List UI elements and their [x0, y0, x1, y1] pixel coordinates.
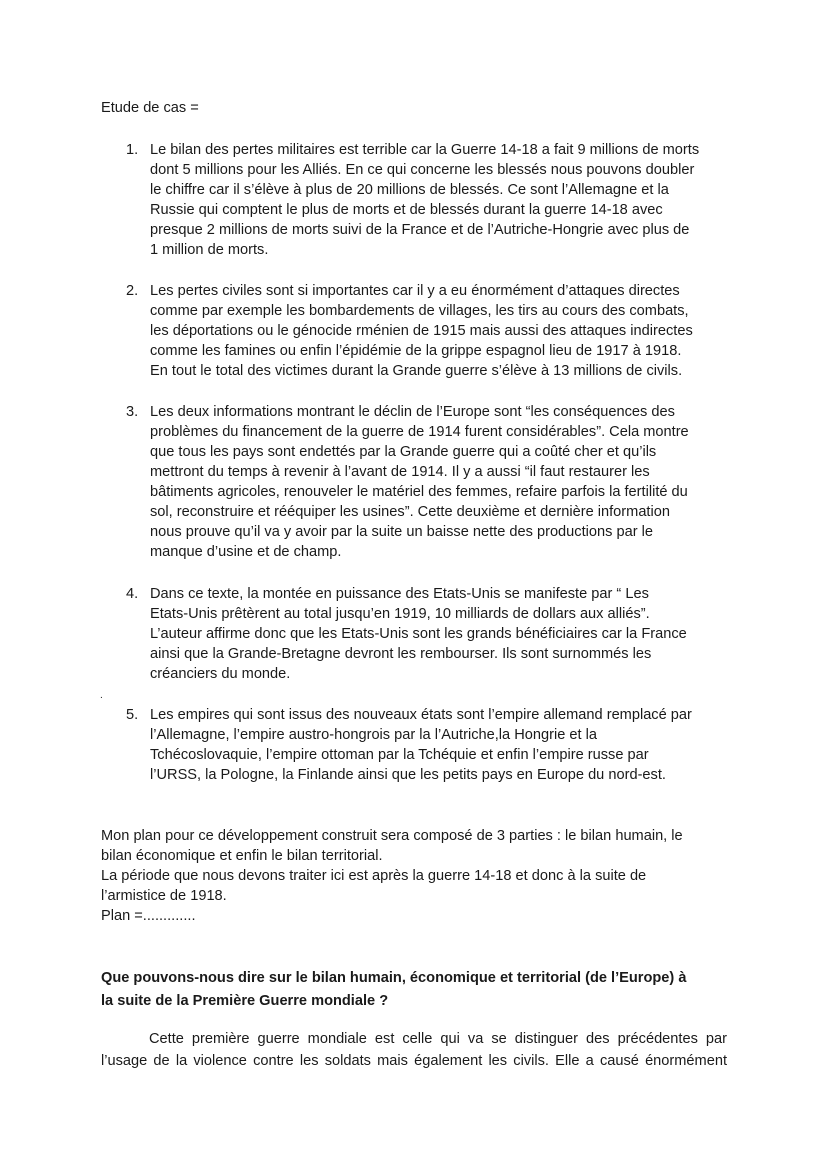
list-line: bâtiments agricoles, renouveler le matériel des femmes, refaire parfois la fertilité du: [150, 484, 688, 500]
list-line: manque d’usine et de champ.: [150, 544, 342, 560]
list-line: que tous les pays sont endettés par la Grande guerre qui a coûté cher et qu’ils: [150, 444, 657, 460]
paragraph-line: Cette première guerre mondiale est celle qui va se distinguer des précédentes par: [149, 1031, 727, 1047]
list-line: Le bilan des pertes militaires est terrible car la Guerre 14-18 a fait 9 millions de morts: [150, 142, 700, 158]
list-number: 1.: [126, 142, 139, 158]
list-line: le chiffre car il s’élève à plus de 20 millions de blessés. Ce sont l’Allemagne et la: [150, 182, 669, 198]
list-line: Dans ce texte, la montée en puissance des Etats-Unis se manifeste par “ Les: [150, 586, 649, 602]
paragraph-line: l’usage de la violence contre les soldats mais également les civils. Elle a causé énormément: [101, 1053, 727, 1069]
list-line: les déportations ou le génocide rménien de 1915 mais aussi des attaques indirectes: [150, 323, 693, 339]
list-line: comme par exemple les bombardements de villages, les tirs au cours des combats,: [150, 303, 689, 319]
list-number: 2.: [126, 283, 139, 299]
list-number: 3.: [126, 404, 139, 420]
list-line: Les deux informations montrant le déclin de l’Europe sont “les conséquences des: [150, 404, 675, 420]
list-line: mettront du temps à revenir à l’avant de 1914. Il y a aussi “il faut restaurer les: [150, 464, 650, 480]
list-line: En tout le total des victimes durant la Grande guerre s’élève à 13 millions de civils.: [150, 363, 683, 379]
list-line: L’auteur affirme donc que les Etats-Unis sont les grands bénéficiaires car la France: [150, 626, 687, 642]
list-line: ainsi que la Grande-Bretagne devront les rembourser. Ils sont surnommés les: [150, 646, 652, 662]
paragraph-line: La période que nous devons traiter ici est après la guerre 14-18 et donc à la suite de: [101, 868, 647, 884]
case-study-heading: Etude de cas =: [101, 100, 199, 116]
paragraph-line: Plan =.............: [101, 908, 196, 924]
list-line: Tchécoslovaquie, l’empire ottoman par la Tchéquie et enfin l’empire russe par: [150, 747, 649, 763]
list-line: l’URSS, la Pologne, la Finlande ainsi que les petits pays en Europe du nord-est.: [150, 767, 666, 783]
paragraph-line: l’armistice de 1918.: [101, 888, 227, 904]
list-line: presque 2 millions de morts suivi de la France et de l’Autriche-Hongrie avec plus de: [150, 222, 690, 238]
list-line: problèmes du financement de la guerre de 1914 furent considérables”. Cela montre: [150, 424, 689, 440]
list-number: 4.: [126, 586, 139, 602]
list-line: nous prouve qu’il va y avoir par la suite un baisse nette des productions par le: [150, 524, 653, 540]
list-line: créanciers du monde.: [150, 666, 291, 682]
paragraph-line: bilan économique et enfin le bilan territorial.: [101, 848, 383, 864]
list-line: Russie qui comptent le plus de morts et de blessés durant la guerre 14-18 avec: [150, 202, 663, 218]
problematique-line: la suite de la Première Guerre mondiale ?: [101, 993, 389, 1009]
problematique-line: Que pouvons-nous dire sur le bilan humain, économique et territorial (de l’Europe) à: [101, 970, 687, 986]
list-number: 5.: [126, 707, 139, 723]
list-line: dont 5 millions pour les Alliés. En ce qui concerne les blessés nous pouvons doubler: [150, 162, 695, 178]
list-line: l’Allemagne, l’empire austro-hongrois par la l’Autriche,la Hongrie et la: [150, 727, 597, 743]
list-line: comme les famines ou enfin l’épidémie de la grippe espagnol lieu de 1917 à 1918.: [150, 343, 682, 359]
paragraph-line: Mon plan pour ce développement construit sera composé de 3 parties : le bilan humain, le: [101, 828, 683, 844]
stray-dot: .: [100, 690, 103, 701]
list-line: Etats-Unis prêtèrent au total jusqu’en 1919, 10 milliards de dollars aux alliés”.: [150, 606, 650, 622]
list-line: 1 million de morts.: [150, 242, 269, 258]
list-line: Les pertes civiles sont si importantes car il y a eu énormément d’attaques directes: [150, 283, 680, 299]
list-line: Les empires qui sont issus des nouveaux états sont l’empire allemand remplacé par: [150, 707, 692, 723]
list-line: sol, reconstruire et rééquiper les usines”. Cette deuxième et dernière information: [150, 504, 670, 520]
